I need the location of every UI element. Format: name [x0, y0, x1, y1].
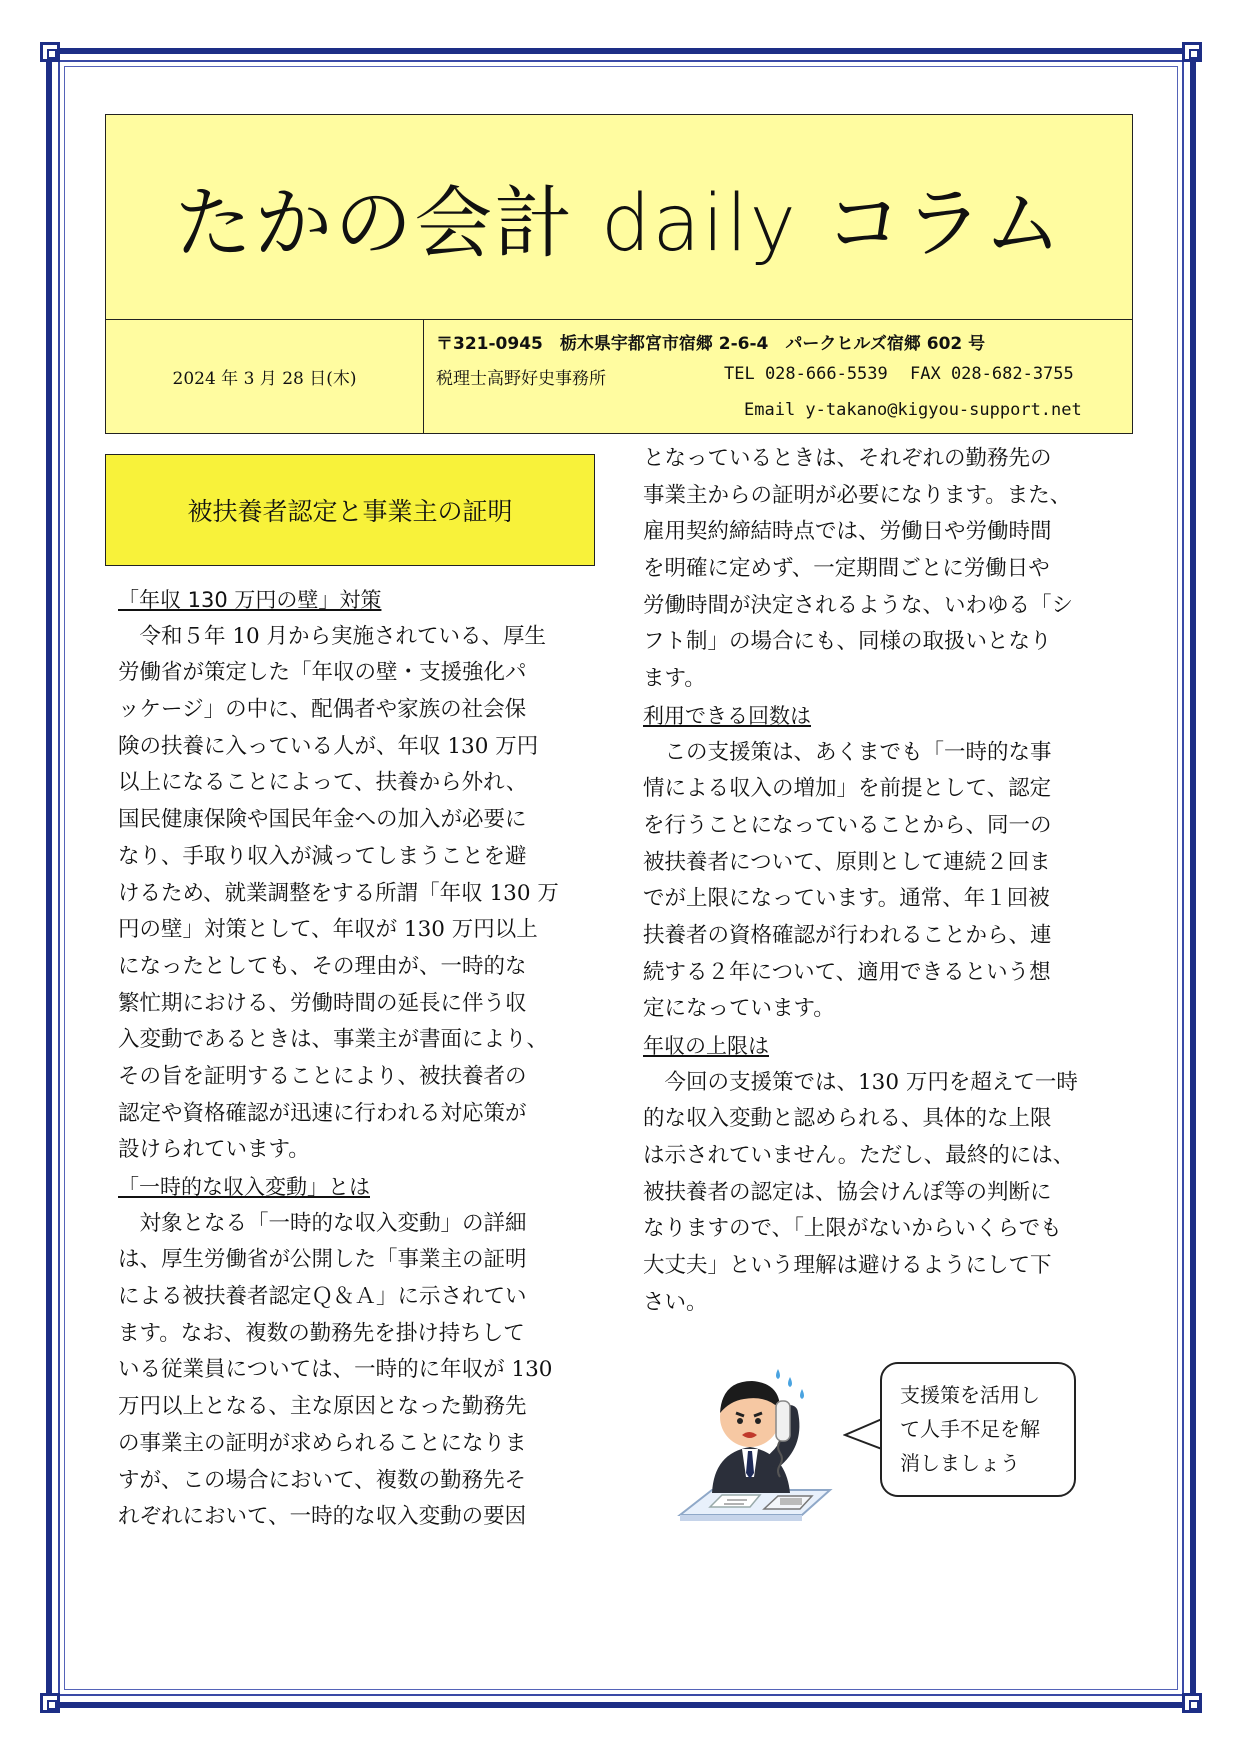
body-text-line: れぞれにおいて、一時的な収入変動の要因 — [118, 1504, 527, 1530]
masthead — [105, 114, 1133, 434]
body-text-line: となっているときは、それぞれの勤務先の — [643, 446, 1052, 471]
body-text-line: でが上限になっています。通常、年１回被 — [643, 886, 1050, 912]
body-text-line: 大丈夫」という理解は避けるようにして下 — [643, 1253, 1052, 1279]
body-text-line: 事業主からの証明が必要になります。また、 — [643, 482, 1072, 508]
body-text-line: 扶養者の資格確認が行われることから、連 — [643, 922, 1052, 948]
masthead-title-box — [106, 115, 1132, 320]
body-text-line: 万円以上となる、主な原因となった勤務先 — [118, 1394, 527, 1420]
speech-bubble-line: て人手不足を解 — [900, 1417, 1040, 1441]
section-heading: 「年収 130 万円の壁」対策 — [118, 588, 382, 612]
issue-date: 2024 年 3 月 28 日(木) — [172, 369, 357, 389]
body-text-line: 的な収入変動と認められる、具体的な上限 — [643, 1106, 1052, 1132]
body-text-line: 被扶養者の認定は、協会けんぽ等の判断に — [643, 1179, 1052, 1205]
body-text-line: の事業主の証明が求められることになりま — [118, 1430, 527, 1456]
body-text-line: けるため、就業調整をする所謂「年収 130 万 — [118, 880, 559, 906]
body-text-line: さい。 — [643, 1289, 708, 1315]
corner-ornament-icon — [1182, 1693, 1202, 1713]
body-text-line: 雇用契約締結時点では、労働日や労働時間 — [643, 519, 1052, 545]
corner-ornament-icon — [40, 1693, 60, 1713]
body-text-line: による被扶養者認定Ｑ＆Ａ」に示されてい — [118, 1284, 527, 1310]
section-heading: 「一時的な収入変動」とは — [118, 1175, 370, 1199]
date-cell — [106, 320, 424, 433]
body-text-line: ッケージ」の中に、配偶者や家族の社会保 — [118, 697, 527, 723]
body-text-line: になったとしても、その理由が、一時的な — [118, 953, 527, 979]
body-text-line: この支援策は、あくまでも「一時的な事 — [643, 739, 1052, 765]
body-text-line: すが、この場合において、複数の勤務先そ — [118, 1467, 527, 1493]
body-text-line: を明確に定めず、一定期間ごとに労働日や — [643, 556, 1050, 582]
article-title-box — [105, 454, 595, 566]
corner-ornament-icon — [40, 42, 60, 62]
office-fax: FAX 028-682-3755 — [910, 364, 1074, 384]
article-title: 被扶養者認定と事業主の証明 — [187, 497, 513, 526]
body-text-line: 以上になることによって、扶養から外れ、 — [118, 770, 528, 796]
body-text-line: 令和５年 10 月から実施されている、厚生 — [118, 623, 547, 649]
body-text-line: なりますので、「上限がないからいくらでも — [643, 1216, 1062, 1242]
speech-bubble-tail — [843, 1415, 885, 1455]
newsletter-title: たかの会計 daily コラム — [174, 179, 1064, 269]
body-text-line: その旨を証明することにより、被扶養者の — [118, 1063, 527, 1089]
body-text-line: ます。なお、複数の勤務先を掛け持ちして — [118, 1320, 525, 1346]
body-text-line: 入変動であるときは、事業主が書面により、 — [118, 1027, 549, 1053]
body-text-line: 円の壁」対策として、年収が 130 万円以上 — [118, 917, 538, 943]
body-text-line: 設けられています。 — [118, 1137, 310, 1163]
contact-info — [424, 320, 1132, 433]
body-text-line: は示されていません。ただし、最終的には、 — [643, 1143, 1075, 1169]
body-text-line: 被扶養者について、原則として連続２回ま — [643, 849, 1051, 875]
speech-bubble-line: 消しましょう — [900, 1451, 1020, 1475]
body-text-line: 定になっています。 — [643, 996, 835, 1022]
body-text-line: なり、手取り収入が減ってしまうことを避 — [118, 843, 527, 869]
body-text-line: ます。 — [643, 666, 706, 692]
body-text-line: フト制」の場合にも、同様の取扱いとなり — [643, 629, 1052, 655]
speech-bubble-line: 支援策を活用し — [900, 1383, 1040, 1407]
body-text-line: 険の扶養に入っている人が、年収 130 万円 — [118, 733, 539, 759]
body-text-line: 続する２年について、適用できるという想 — [643, 959, 1051, 985]
body-text-line: 今回の支援策では、130 万円を超えて一時 — [643, 1069, 1078, 1095]
speech-bubble — [880, 1362, 1076, 1497]
body-text-line: 国民健康保険や国民年金への加入が必要に — [118, 807, 527, 833]
body-text-line: いる従業員については、一時的に年収が 130 — [118, 1357, 553, 1383]
section-heading: 年収の上限は — [643, 1034, 769, 1058]
right-column — [643, 441, 1133, 1322]
body-text-line: 労働省が策定した「年収の壁・支援強化パ — [118, 660, 527, 686]
businessman-on-phone-icon — [672, 1355, 852, 1535]
section-heading: 利用できる回数は — [643, 703, 811, 728]
office-name: 税理士高野好史事務所 — [436, 369, 606, 389]
body-text-line: を行うことになっていることから、同一の — [643, 812, 1052, 838]
body-text-line: 認定や資格確認が迅速に行われる対応策が — [118, 1100, 527, 1126]
corner-ornament-icon — [1182, 42, 1202, 62]
office-email[interactable]: Email y-takano@kigyou-support.net — [744, 400, 1082, 420]
office-address: 〒321-0945 栃木県宇都宮市宿郷 2-6-4 パークヒルズ宿郷 602 号 — [436, 334, 986, 354]
body-text-line: 対象となる「一時的な収入変動」の詳細 — [118, 1210, 527, 1236]
body-text-line: 労働時間が決定されるような、いわゆる「シ — [643, 592, 1074, 618]
office-tel: TEL 028-666-5539 — [724, 364, 888, 384]
left-column — [118, 582, 608, 1536]
body-text-line: は、厚生労働省が公開した「事業主の証明 — [118, 1247, 527, 1273]
body-text-line: 情による収入の増加」を前提として、認定 — [643, 776, 1052, 802]
body-text-line: 繁忙期における、労働時間の延長に伴う収 — [118, 990, 527, 1016]
